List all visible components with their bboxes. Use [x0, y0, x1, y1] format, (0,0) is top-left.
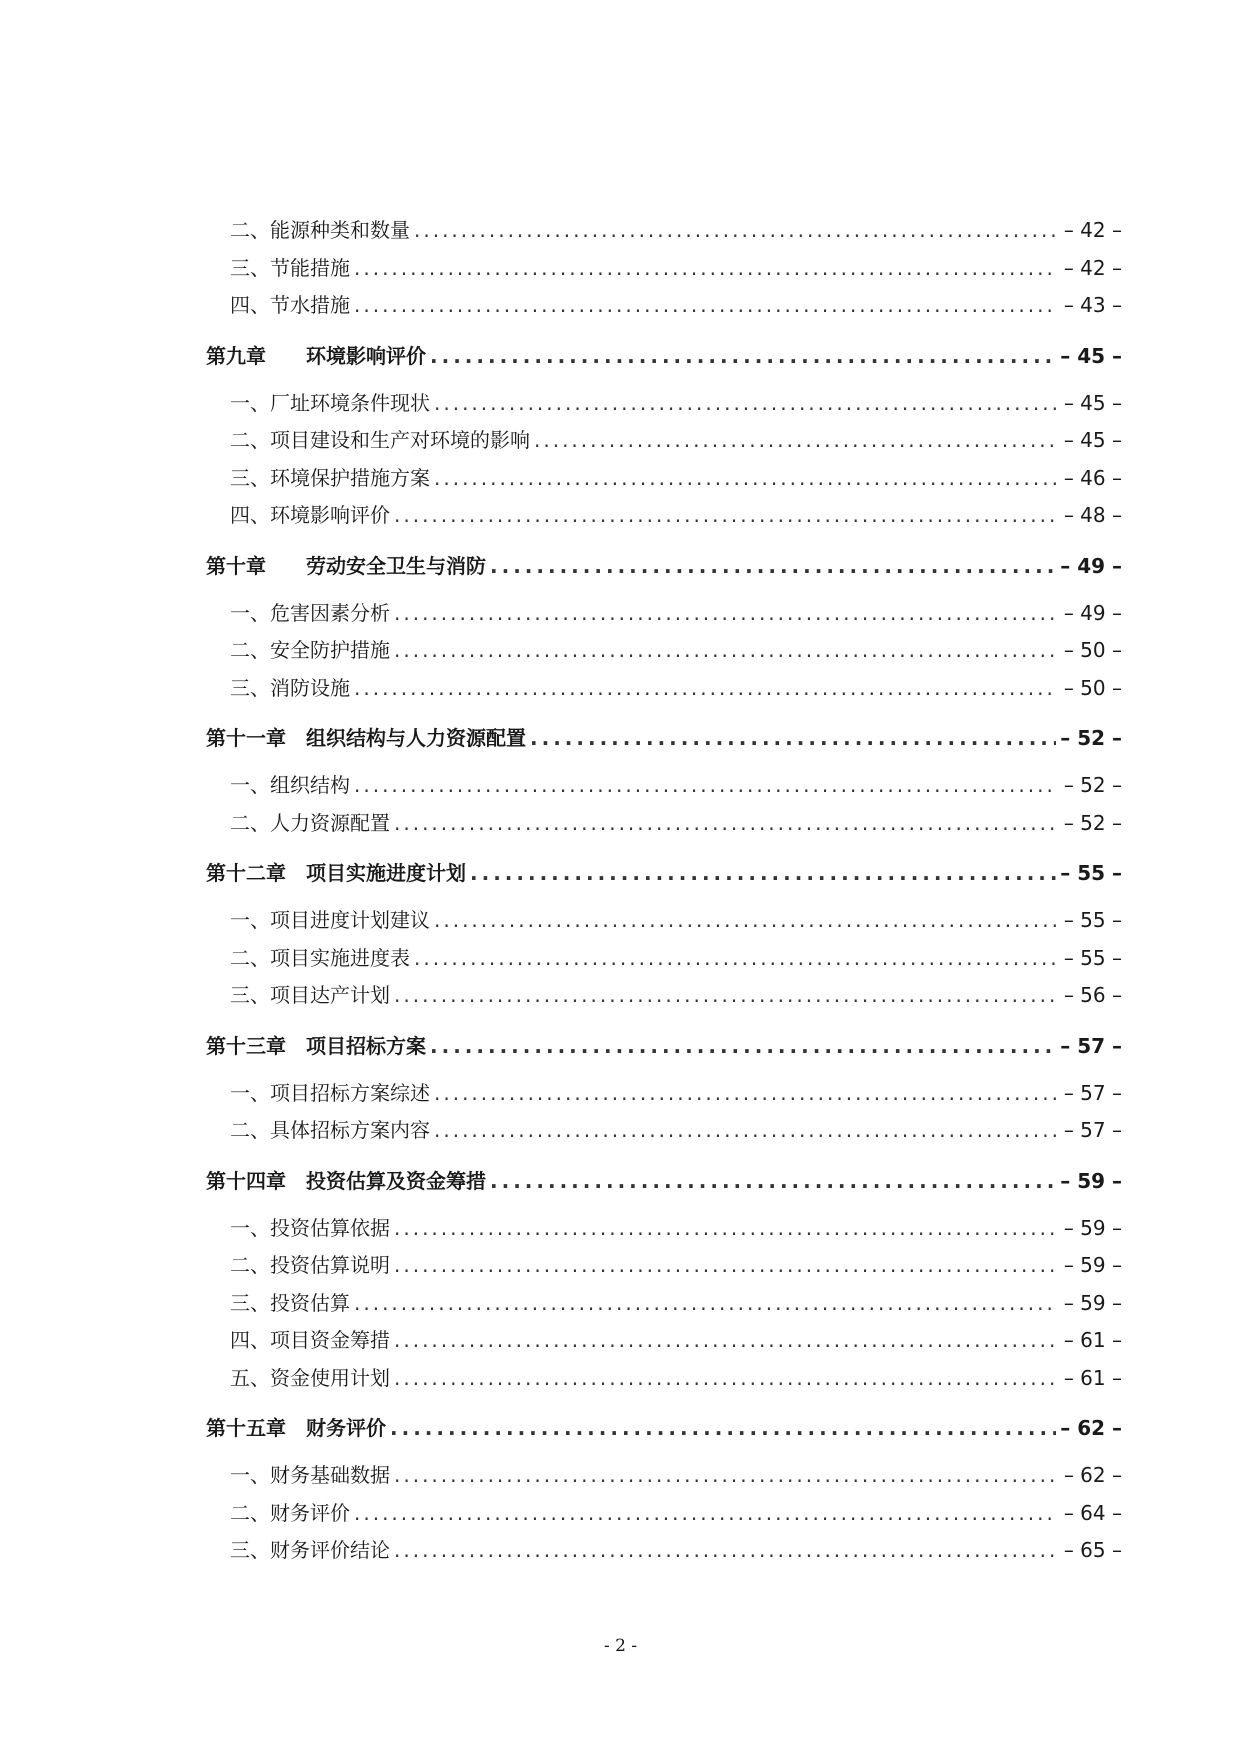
- toc-chapter-entry[interactable]: [206, 713, 1122, 763]
- section-title: 三、消防设施: [230, 675, 350, 700]
- page-reference: – 64 –: [1063, 1500, 1122, 1525]
- page-reference: – 65 –: [1063, 1538, 1122, 1562]
- page-reference: – 49 –: [1063, 600, 1122, 625]
- toc-section-entry[interactable]: [206, 670, 1122, 708]
- chapter-name: 劳动安全卫生与消防: [306, 553, 486, 578]
- section-title: 一、厂址环境条件现状: [230, 390, 430, 415]
- dot-leader: [394, 1247, 1056, 1285]
- page-reference: – 59 –: [1063, 1290, 1122, 1315]
- toc-section-entry[interactable]: [206, 1210, 1122, 1248]
- page-reference: – 61 –: [1063, 1328, 1122, 1352]
- dot-leader: [394, 1210, 1056, 1248]
- page-reference: – 59 –: [1063, 1253, 1122, 1277]
- section-title: 三、节能措施: [230, 255, 350, 280]
- chapter-number: 第九章: [206, 343, 266, 368]
- dot-leader: [434, 1112, 1056, 1150]
- section-title: 二、人力资源配置: [230, 810, 390, 835]
- chapter-title: [206, 1156, 486, 1206]
- toc-section-entry[interactable]: [206, 1285, 1122, 1323]
- page-reference: – 45 –: [1063, 390, 1122, 415]
- toc-section-entry[interactable]: [206, 1247, 1122, 1285]
- dot-leader: [354, 250, 1056, 288]
- page-reference: – 42 –: [1063, 255, 1122, 280]
- dot-leader: [394, 1457, 1056, 1495]
- page-reference: – 55 –: [1063, 908, 1122, 932]
- toc-section-entry[interactable]: [206, 1532, 1122, 1570]
- chapter-title: [206, 1021, 426, 1071]
- toc-chapter-entry[interactable]: [206, 1156, 1122, 1206]
- dot-leader: [534, 422, 1056, 460]
- toc-section-entry[interactable]: [206, 1322, 1122, 1360]
- section-title: 二、项目建设和生产对环境的影响: [230, 428, 530, 452]
- page-reference: – 46 –: [1063, 465, 1122, 490]
- chapter-number: 第十章: [206, 553, 266, 578]
- chapter-number: 第十三章: [206, 1033, 286, 1058]
- toc-section-entry[interactable]: [206, 1360, 1122, 1398]
- chapter-name: 投资估算及资金筹措: [306, 1168, 486, 1193]
- chapter-name: 环境影响评价: [306, 343, 426, 368]
- dot-leader: [354, 670, 1056, 708]
- toc-section-entry[interactable]: [206, 805, 1122, 843]
- chapter-name: 财务评价: [306, 1416, 386, 1440]
- toc-section-entry[interactable]: [206, 497, 1122, 535]
- toc-section-entry[interactable]: [206, 1457, 1122, 1495]
- dot-leader: [354, 1285, 1056, 1323]
- dot-leader: [490, 1156, 1056, 1206]
- section-title: 三、财务评价结论: [230, 1538, 390, 1562]
- section-title: 二、安全防护措施: [230, 638, 390, 662]
- page-reference: – 57 –: [1063, 1118, 1122, 1142]
- page-reference: – 52 –: [1063, 810, 1122, 835]
- section-title: 一、危害因素分析: [230, 600, 390, 625]
- section-title: 四、环境影响评价: [230, 503, 390, 527]
- toc-section-entry[interactable]: [206, 1495, 1122, 1533]
- chapter-name: 项目实施进度计划: [306, 861, 466, 885]
- toc-section-entry[interactable]: [206, 1112, 1122, 1150]
- section-title: 一、组织结构: [230, 773, 350, 797]
- toc-chapter-entry[interactable]: [206, 331, 1122, 381]
- chapter-number: 第十二章: [206, 861, 286, 885]
- dot-leader: [394, 1532, 1056, 1570]
- dot-leader: [354, 767, 1056, 805]
- section-title: 四、节水措施: [230, 293, 350, 317]
- chapter-number: 第十四章: [206, 1168, 286, 1193]
- dot-leader: [470, 848, 1056, 898]
- section-title: 三、环境保护措施方案: [230, 465, 430, 490]
- page-reference: – 55 –: [1063, 945, 1122, 970]
- chapter-name: 组织结构与人力资源配置: [306, 726, 526, 750]
- page-reference: – 59 –: [1060, 1168, 1122, 1193]
- dot-leader: [530, 713, 1056, 763]
- toc-chapter-entry[interactable]: [206, 541, 1122, 591]
- page-reference: – 62 –: [1060, 1416, 1122, 1440]
- dot-leader: [394, 1322, 1056, 1360]
- dot-leader: [414, 940, 1056, 978]
- chapter-number: 第十一章: [206, 726, 286, 750]
- toc-section-entry[interactable]: [206, 287, 1122, 325]
- section-title: 三、项目达产计划: [230, 983, 390, 1007]
- toc-section-entry[interactable]: [206, 767, 1122, 805]
- page-reference: – 43 –: [1063, 293, 1122, 317]
- section-title: 一、财务基础数据: [230, 1463, 390, 1487]
- toc-section-entry[interactable]: [206, 212, 1122, 250]
- page-reference: – 45 –: [1063, 428, 1122, 452]
- page-reference: – 57 –: [1063, 1080, 1122, 1105]
- dot-leader: [394, 977, 1056, 1015]
- dot-leader: [434, 1075, 1056, 1113]
- page-reference: – 55 –: [1060, 861, 1122, 885]
- page-reference: – 48 –: [1063, 503, 1122, 527]
- dot-leader: [354, 287, 1056, 325]
- toc-section-entry[interactable]: [206, 940, 1122, 978]
- page-reference: – 52 –: [1063, 773, 1122, 797]
- chapter-title: [206, 713, 526, 763]
- toc-chapter-entry[interactable]: [206, 848, 1122, 898]
- page-reference: – 45 –: [1060, 343, 1122, 368]
- toc-section-entry[interactable]: [206, 250, 1122, 288]
- toc-section-entry[interactable]: [206, 385, 1122, 423]
- dot-leader: [434, 902, 1056, 940]
- section-title: 一、项目进度计划建议: [230, 908, 430, 932]
- table-of-contents: [206, 212, 1122, 1570]
- section-title: 一、项目招标方案综述: [230, 1080, 430, 1105]
- dot-leader: [430, 331, 1056, 381]
- page-reference: – 50 –: [1063, 638, 1122, 662]
- dot-leader: [390, 1403, 1056, 1453]
- section-title: 五、资金使用计划: [230, 1365, 390, 1390]
- dot-leader: [430, 1021, 1056, 1071]
- section-title: 二、具体招标方案内容: [230, 1118, 430, 1142]
- section-title: 一、投资估算依据: [230, 1215, 390, 1240]
- dot-leader: [434, 460, 1056, 498]
- section-title: 二、财务评价: [230, 1500, 350, 1525]
- page-reference: – 56 –: [1063, 983, 1122, 1007]
- dot-leader: [394, 805, 1056, 843]
- toc-section-entry[interactable]: [206, 595, 1122, 633]
- dot-leader: [394, 632, 1056, 670]
- chapter-title: [206, 541, 486, 591]
- page-reference: – 61 –: [1063, 1365, 1122, 1390]
- toc-section-entry[interactable]: [206, 1075, 1122, 1113]
- toc-chapter-entry[interactable]: [206, 1403, 1122, 1453]
- page-reference: – 57 –: [1060, 1033, 1122, 1058]
- toc-section-entry[interactable]: [206, 902, 1122, 940]
- page-reference: – 59 –: [1063, 1215, 1122, 1240]
- chapter-name: 项目招标方案: [306, 1033, 426, 1058]
- dot-leader: [490, 541, 1056, 591]
- section-title: 四、项目资金筹措: [230, 1328, 390, 1352]
- chapter-title: [206, 1403, 386, 1453]
- toc-section-entry[interactable]: [206, 632, 1122, 670]
- chapter-title: [206, 331, 426, 381]
- dot-leader: [394, 595, 1056, 633]
- section-title: 三、投资估算: [230, 1290, 350, 1315]
- toc-section-entry[interactable]: [206, 460, 1122, 498]
- chapter-number: 第十五章: [206, 1416, 286, 1440]
- page-reference: – 42 –: [1063, 218, 1122, 242]
- dot-leader: [394, 1360, 1056, 1398]
- dot-leader: [354, 1495, 1056, 1533]
- chapter-title: [206, 848, 466, 898]
- section-title: 二、项目实施进度表: [230, 945, 410, 970]
- toc-section-entry[interactable]: [206, 977, 1122, 1015]
- page-reference: – 52 –: [1060, 726, 1122, 750]
- section-title: 二、能源种类和数量: [230, 218, 410, 242]
- dot-leader: [414, 212, 1056, 250]
- page-number-footer: - 2 -: [603, 1636, 638, 1656]
- toc-section-entry[interactable]: [206, 422, 1122, 460]
- toc-chapter-entry[interactable]: [206, 1021, 1122, 1071]
- page-reference: – 49 –: [1060, 553, 1122, 578]
- dot-leader: [394, 497, 1056, 535]
- section-title: 二、投资估算说明: [230, 1253, 390, 1277]
- page-reference: – 62 –: [1063, 1463, 1122, 1487]
- page-reference: – 50 –: [1063, 675, 1122, 700]
- dot-leader: [434, 385, 1056, 423]
